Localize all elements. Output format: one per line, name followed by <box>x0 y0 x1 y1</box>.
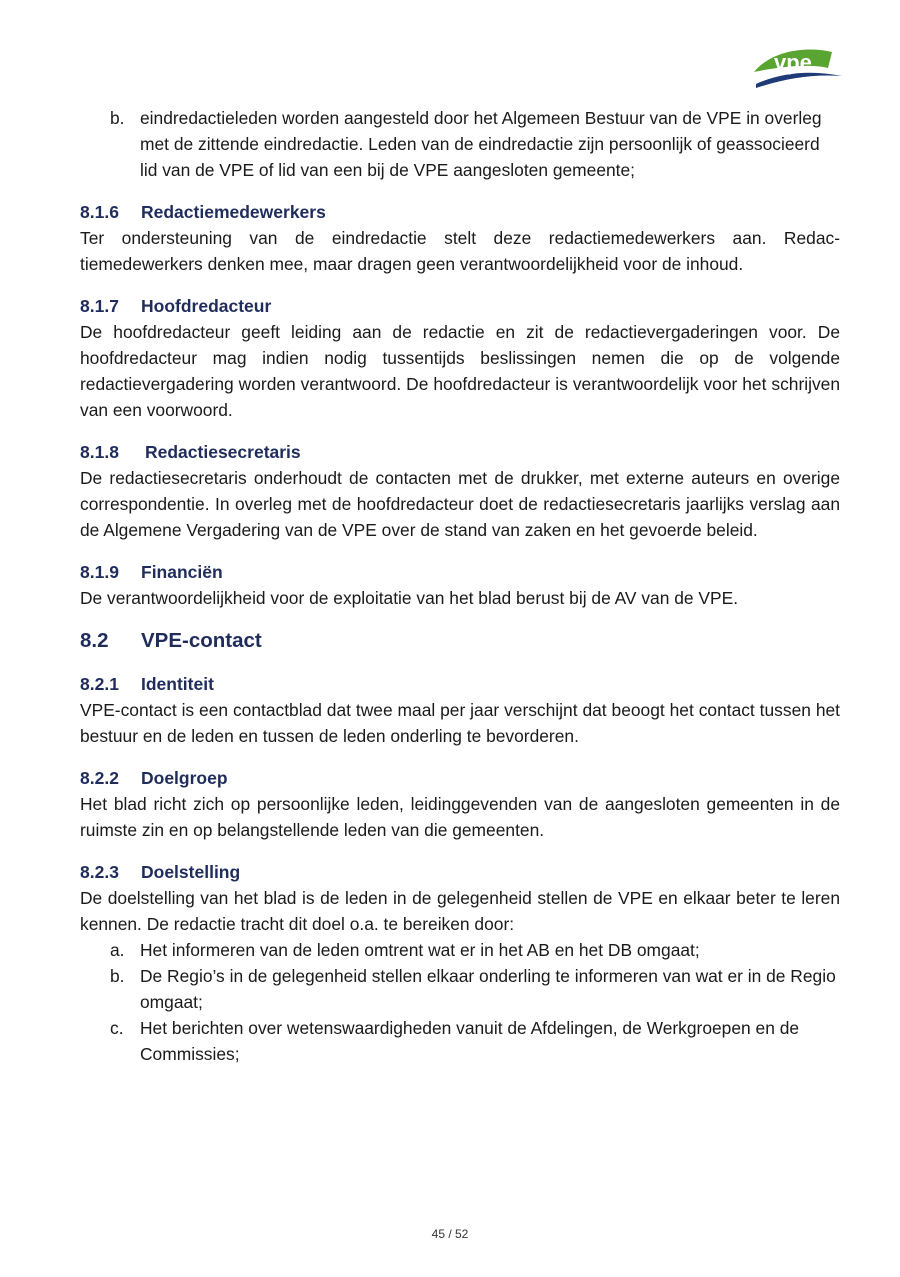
logo-text: vpe <box>774 50 812 75</box>
list-marker: b. <box>110 108 125 128</box>
section-text-8-1-8: De redactiesecretaris onderhoudt de contacten met de drukker, met externe auteurs en overige correspondentie. In overleg met de hoofdredacteur doet de redactiesecretaris jaarlijks verslag aan de Algemene Vergadering van de VPE over de stand van zaken en het gevoerde beleid. <box>80 468 840 540</box>
section-heading-8-2-3 <box>80 859 840 885</box>
section-title: VPE-contact <box>141 629 262 652</box>
section-number: 8.2.1 <box>80 674 119 694</box>
section-heading-8-2-2 <box>80 765 840 791</box>
list-marker: a. <box>110 940 125 960</box>
list-item <box>80 1015 840 1067</box>
page-number: 45 / 52 <box>431 1227 469 1241</box>
section-text-8-2-1: VPE-contact is een contactblad dat twee maal per jaar verschijnt dat beoogt het contact tussen het bestuur en de leden en tussen de leden onderling te bevorderen. <box>80 700 840 746</box>
list-item-text: Het informeren van de leden omtrent wat er in het AB en het DB omgaat; <box>140 940 700 960</box>
list-item <box>80 937 840 963</box>
goals-list <box>80 937 840 1067</box>
section-text-8-1-9: De verantwoordelijkheid voor de exploitatie van het blad berust bij de AV van de VPE. <box>80 588 739 608</box>
section-number: 8.1.8 <box>80 442 119 462</box>
section-title: Hoofdredacteur <box>141 296 272 316</box>
intro-list <box>80 105 840 183</box>
section-number: 8.2.3 <box>80 862 119 882</box>
section-title: Identiteit <box>141 674 214 694</box>
list-item-text: Het berichten over wetenswaardigheden vanuit de Afdelingen, de Werkgroepen en de Commissies; <box>140 1018 800 1064</box>
section-heading-8-1-9 <box>80 559 840 585</box>
section-number: 8.2.2 <box>80 768 119 788</box>
section-number: 8.1.9 <box>80 562 119 582</box>
section-heading-8-1-7 <box>80 293 840 319</box>
section-title: Financiën <box>141 562 223 582</box>
section-heading-8-1-6 <box>80 199 840 225</box>
section-title: Doelstelling <box>141 862 241 882</box>
logo-blue-swoosh <box>756 73 842 88</box>
list-marker: c. <box>110 1018 124 1038</box>
section-heading-8-1-8 <box>80 439 840 465</box>
list-item <box>80 963 840 1015</box>
section-heading-8-2 <box>80 627 840 655</box>
section-number: 8.1.7 <box>80 296 119 316</box>
section-text-8-2-2: Het blad richt zich op persoonlijke leden, leidinggevenden van de aangesloten gemeenten in de ruimste zin en op belangstellende leden van die gemeenten. <box>80 794 840 840</box>
section-title: Doelgroep <box>141 768 228 788</box>
vpe-logo <box>752 44 844 94</box>
page-content <box>80 105 840 1067</box>
section-title: Redactiemedewerkers <box>141 202 326 222</box>
section-text-8-2-3: De doelstelling van het blad is de leden in de gelegenheid stellen de VPE en elkaar beter te leren kennen. De redactie tracht dit doel o.a. te bereiken door: <box>80 888 840 934</box>
list-item <box>80 105 840 183</box>
section-text-8-1-7: De hoofdredacteur geeft leiding aan de redactie en zit de redactievergaderingen voor. De hoofdredacteur mag indien nodig tussentijds beslissingen nemen die op de volgende redactievergadering worden verantwoord. De hoofdredacteur is verantwoordelijk voor het schrijven van een voorwoord. <box>80 322 840 420</box>
section-number: 8.1.6 <box>80 202 119 222</box>
section-number: 8.2 <box>80 629 109 652</box>
list-item-text: De Regio’s in de gelegenheid stellen elkaar onderling te informeren van wat er in de Regio omgaat; <box>140 966 836 1012</box>
section-text-8-1-6: Ter ondersteuning van de eindredactie stelt deze redactiemedewerkers aan. Redactiemedewerkers denken mee, maar dragen geen verantwoordelijkheid voor de inhoud. <box>80 228 840 274</box>
list-marker: b. <box>110 966 125 986</box>
section-title: Redactiesecretaris <box>145 442 301 462</box>
section-heading-8-2-1 <box>80 671 840 697</box>
list-item-text: eindredactieleden worden aangesteld door het Algemeen Bestuur van de VPE in overleg met de zittende eindredactie. Leden van de eindredactie zijn persoonlijk of geassocieerd lid van de VPE of lid van een bij de VPE aangesloten gemeente; <box>140 108 822 180</box>
